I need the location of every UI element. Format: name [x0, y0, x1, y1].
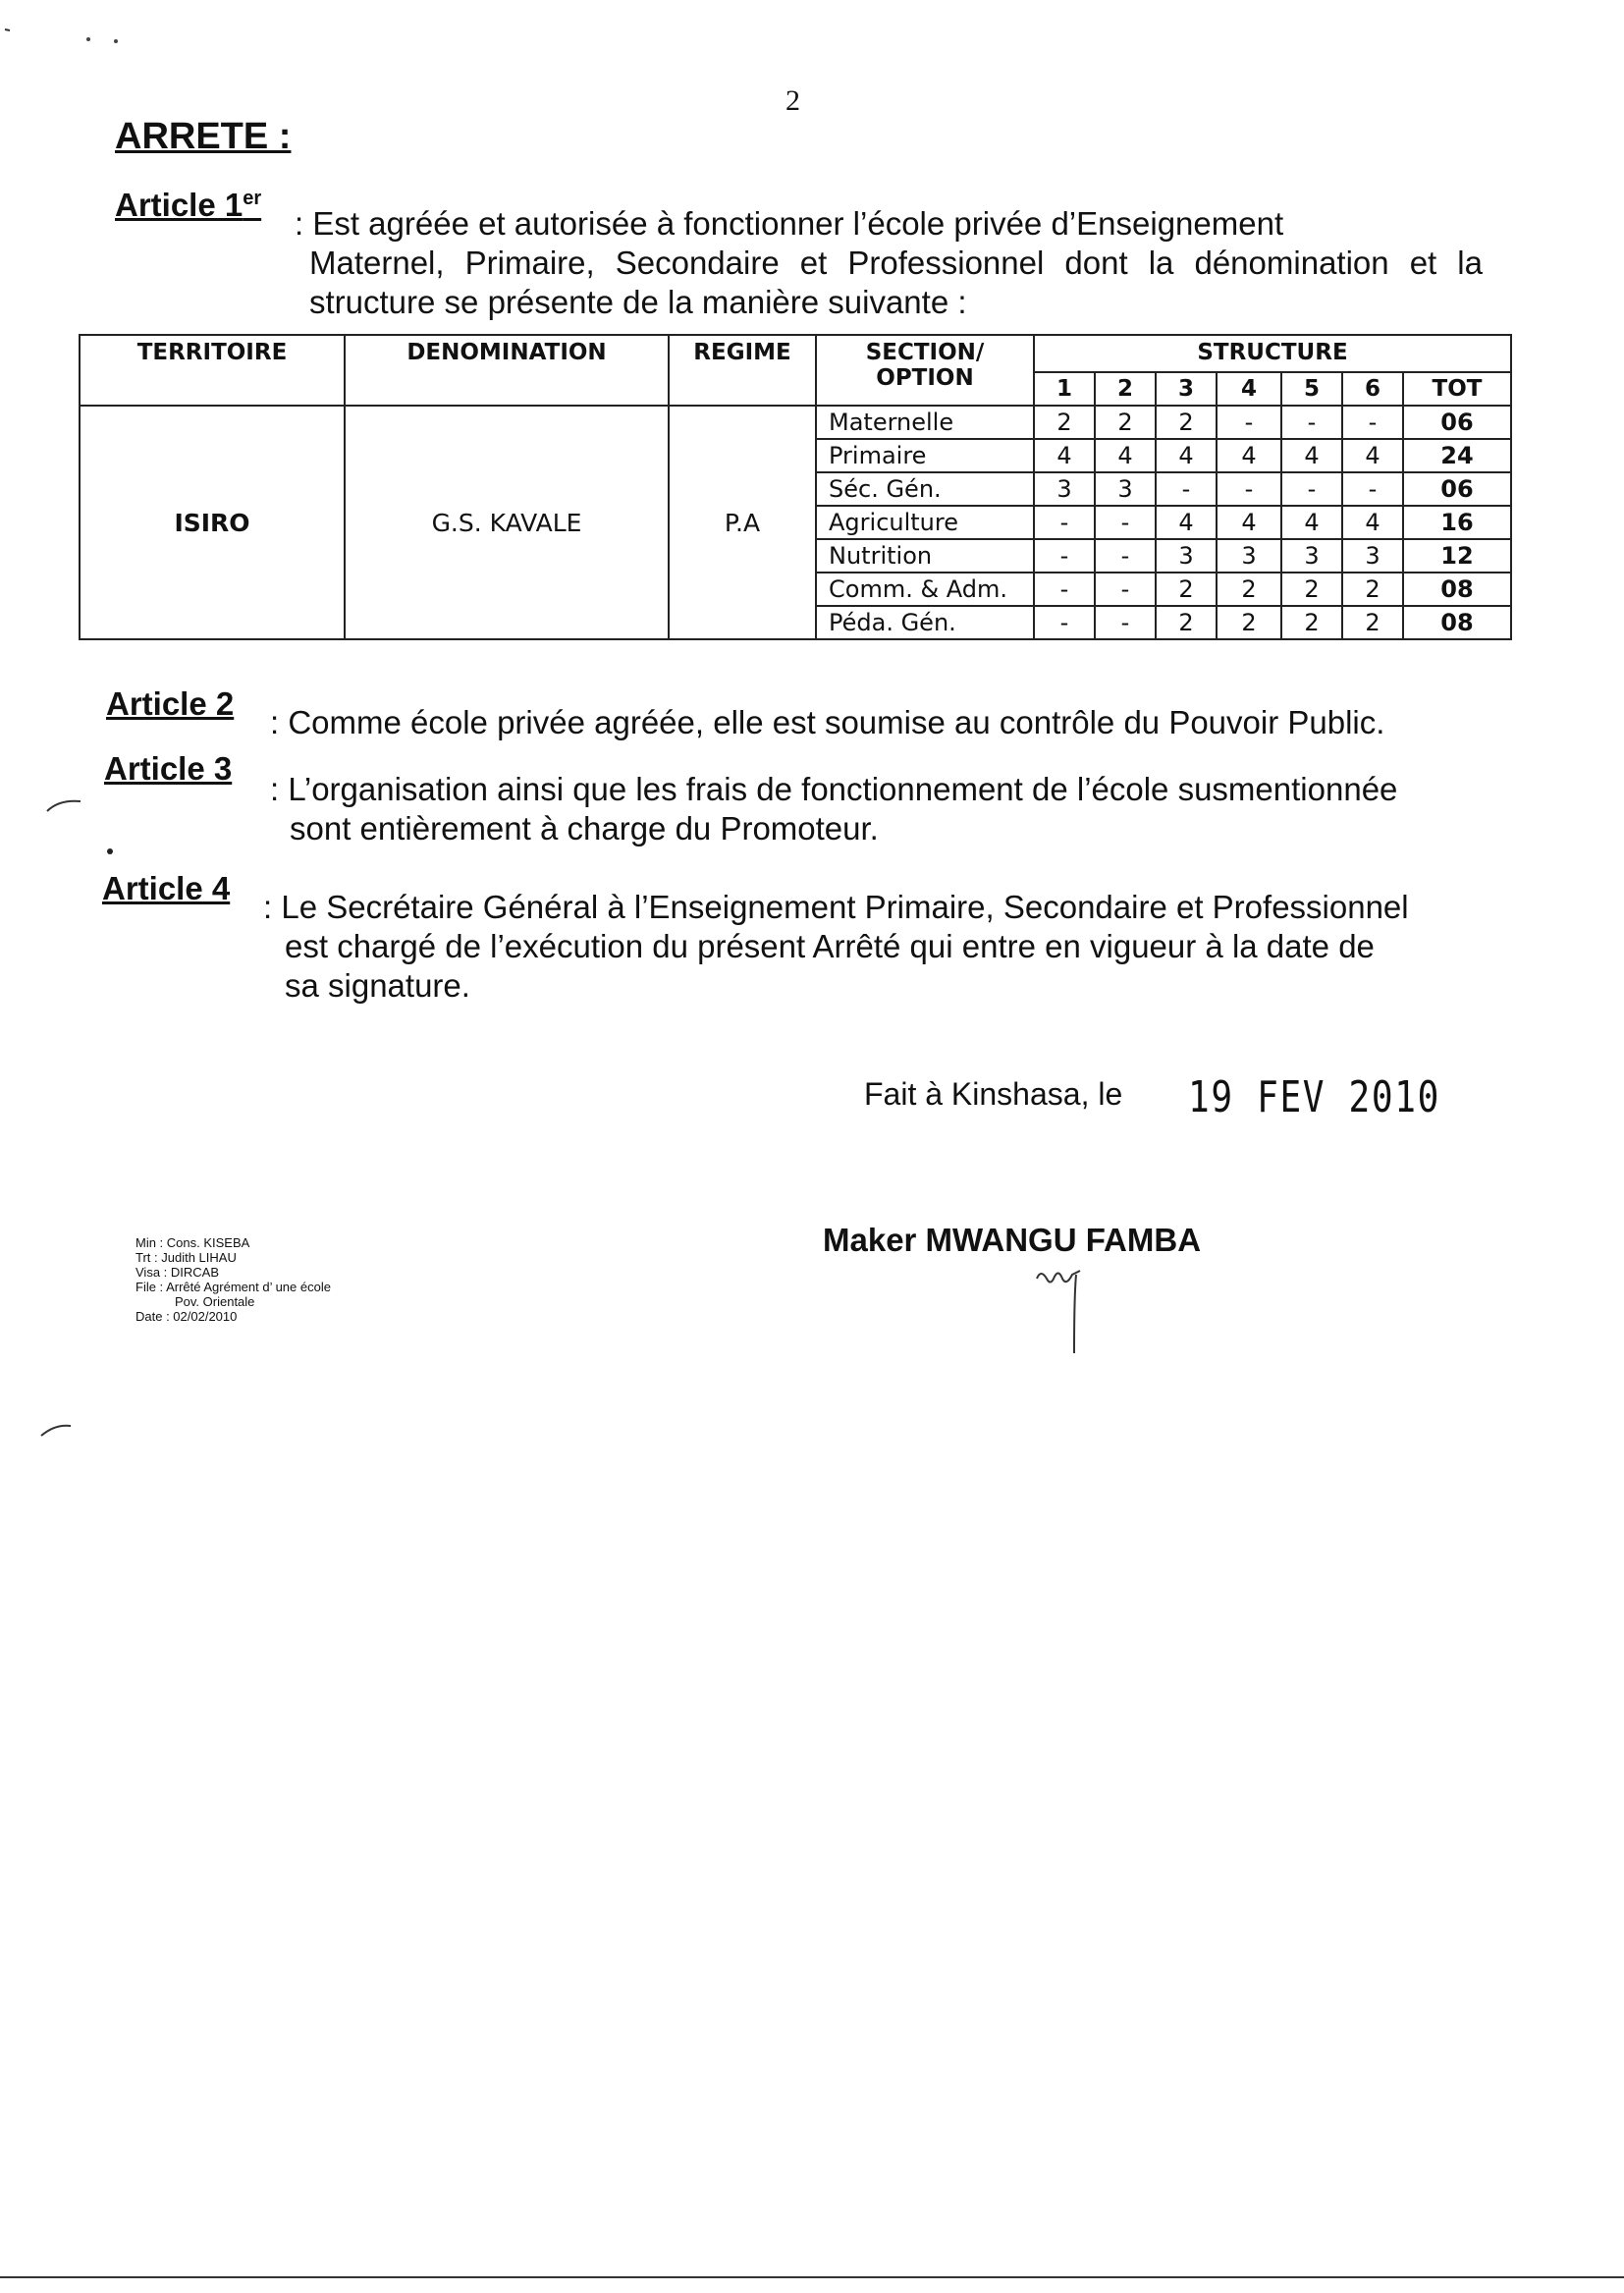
article-3-line-2: sont entièrement à charge du Promoteur.: [290, 810, 879, 846]
date-stamp: 19 FEV 2010: [1188, 1072, 1440, 1122]
value-cell: 4: [1034, 439, 1095, 472]
value-cell: 2: [1156, 573, 1217, 606]
value-cell: 2: [1342, 606, 1403, 639]
value-cell: -: [1034, 573, 1095, 606]
total-cell: 06: [1403, 472, 1511, 506]
value-cell: 3: [1095, 472, 1156, 506]
section-cell: Nutrition: [816, 539, 1034, 573]
value-cell: -: [1095, 573, 1156, 606]
decree-heading: ARRETE :: [115, 116, 292, 157]
reference-line: Min : Cons. KISEBA: [135, 1235, 250, 1250]
denomination-cell: G.S. KAVALE: [345, 406, 669, 639]
table-row: [80, 406, 1511, 439]
value-cell: -: [1095, 539, 1156, 573]
header-level-4: 4: [1217, 372, 1281, 406]
article-1-label: [115, 187, 261, 224]
article-1-text: [295, 204, 1483, 322]
value-cell: 2: [1156, 406, 1217, 439]
value-cell: -: [1281, 472, 1342, 506]
article-4-line-3: sa signature.: [285, 967, 470, 1004]
article-3-text: [270, 770, 1537, 848]
article-1-label-text: Article 1: [115, 187, 244, 223]
article-1-label-sup: er: [243, 188, 262, 209]
value-cell: 2: [1281, 606, 1342, 639]
value-cell: 2: [1095, 406, 1156, 439]
value-cell: 2: [1342, 573, 1403, 606]
value-cell: 4: [1156, 506, 1217, 539]
header-level-2: 2: [1095, 372, 1156, 406]
value-cell: -: [1342, 472, 1403, 506]
header-total: TOT: [1403, 372, 1511, 406]
section-cell: Agriculture: [816, 506, 1034, 539]
section-cell: Séc. Gén.: [816, 472, 1034, 506]
total-cell: 06: [1403, 406, 1511, 439]
value-cell: -: [1217, 406, 1281, 439]
value-cell: 4: [1342, 439, 1403, 472]
value-cell: 3: [1034, 472, 1095, 506]
school-structure-table: [79, 334, 1512, 640]
value-cell: -: [1342, 406, 1403, 439]
header-level-6: 6: [1342, 372, 1403, 406]
total-cell: 08: [1403, 606, 1511, 639]
value-cell: 2: [1281, 573, 1342, 606]
value-cell: 4: [1217, 506, 1281, 539]
reference-line: Trt : Judith LIHAU: [135, 1250, 237, 1265]
total-cell: 16: [1403, 506, 1511, 539]
header-structure: STRUCTURE: [1034, 335, 1511, 372]
value-cell: 2: [1217, 573, 1281, 606]
total-cell: 08: [1403, 573, 1511, 606]
value-cell: -: [1034, 606, 1095, 639]
value-cell: 3: [1156, 539, 1217, 573]
value-cell: 4: [1217, 439, 1281, 472]
value-cell: 2: [1217, 606, 1281, 639]
article-1-line-1: : Est agréée et autorisée à fonctionner l’école privée d’Enseignement: [295, 205, 1284, 242]
value-cell: 2: [1034, 406, 1095, 439]
reference-line: Visa : DIRCAB: [135, 1265, 220, 1280]
article-4-line-2: est chargé de l’exécution du présent Arrêté qui entre en vigueur à la date de: [285, 928, 1375, 964]
value-cell: 4: [1281, 506, 1342, 539]
reference-line: Pov. Orientale: [175, 1294, 255, 1309]
article-2-text: : Comme école privée agréée, elle est soumise au contrôle du Pouvoir Public.: [270, 704, 1385, 740]
article-4-line-1: : Le Secrétaire Général à l’Enseignement Primaire, Secondaire et Professionnel: [263, 889, 1409, 925]
value-cell: 4: [1342, 506, 1403, 539]
total-cell: 24: [1403, 439, 1511, 472]
header-section-option: [816, 335, 1034, 406]
regime-cell: P.A: [669, 406, 816, 639]
value-cell: -: [1217, 472, 1281, 506]
value-cell: 4: [1281, 439, 1342, 472]
article-4-label: Article 4: [102, 870, 231, 906]
article-4-text: [263, 888, 1530, 1006]
value-cell: 4: [1156, 439, 1217, 472]
reference-notes: [135, 1235, 331, 1324]
section-cell: Péda. Gén.: [816, 606, 1034, 639]
article-1-line-3: structure se présente de la manière suivante :: [309, 284, 967, 320]
article-3-line-1: : L’organisation ainsi que les frais de fonctionnement de l’école susmentionnée: [270, 771, 1398, 807]
section-cell: Primaire: [816, 439, 1034, 472]
value-cell: 3: [1281, 539, 1342, 573]
value-cell: -: [1156, 472, 1217, 506]
section-cell: Maternelle: [816, 406, 1034, 439]
header-option: OPTION: [876, 365, 974, 391]
value-cell: 3: [1217, 539, 1281, 573]
value-cell: 3: [1342, 539, 1403, 573]
article-2-label: Article 2: [106, 685, 235, 722]
reference-line: Date : 02/02/2010: [135, 1309, 238, 1324]
value-cell: 2: [1156, 606, 1217, 639]
header-level-1: 1: [1034, 372, 1095, 406]
value-cell: -: [1034, 539, 1095, 573]
handwritten-signature: [1031, 1267, 1100, 1355]
value-cell: 4: [1095, 439, 1156, 472]
article-1-line-2: Maternel, Primaire, Secondaire et Professionnel dont la dénomination et la: [309, 245, 1483, 281]
value-cell: -: [1034, 506, 1095, 539]
signatory-name: Maker MWANGU FAMBA: [823, 1222, 1202, 1258]
header-regime: REGIME: [669, 335, 816, 406]
value-cell: -: [1281, 406, 1342, 439]
value-cell: -: [1095, 606, 1156, 639]
value-cell: -: [1095, 506, 1156, 539]
place-of-signing: Fait à Kinshasa, le: [864, 1076, 1123, 1112]
article-3-label: Article 3: [104, 750, 233, 787]
page-number: 2: [785, 84, 800, 117]
reference-line: File : Arrêté Agrément d’ une école: [135, 1280, 331, 1294]
page-bottom-rule: [0, 2276, 1624, 2278]
header-level-5: 5: [1281, 372, 1342, 406]
header-section: SECTION/: [865, 340, 985, 365]
territoire-cell: ISIRO: [80, 406, 345, 639]
header-level-3: 3: [1156, 372, 1217, 406]
total-cell: 12: [1403, 539, 1511, 573]
header-territoire: TERRITOIRE: [80, 335, 345, 406]
section-cell: Comm. & Adm.: [816, 573, 1034, 606]
header-denomination: DENOMINATION: [345, 335, 669, 406]
